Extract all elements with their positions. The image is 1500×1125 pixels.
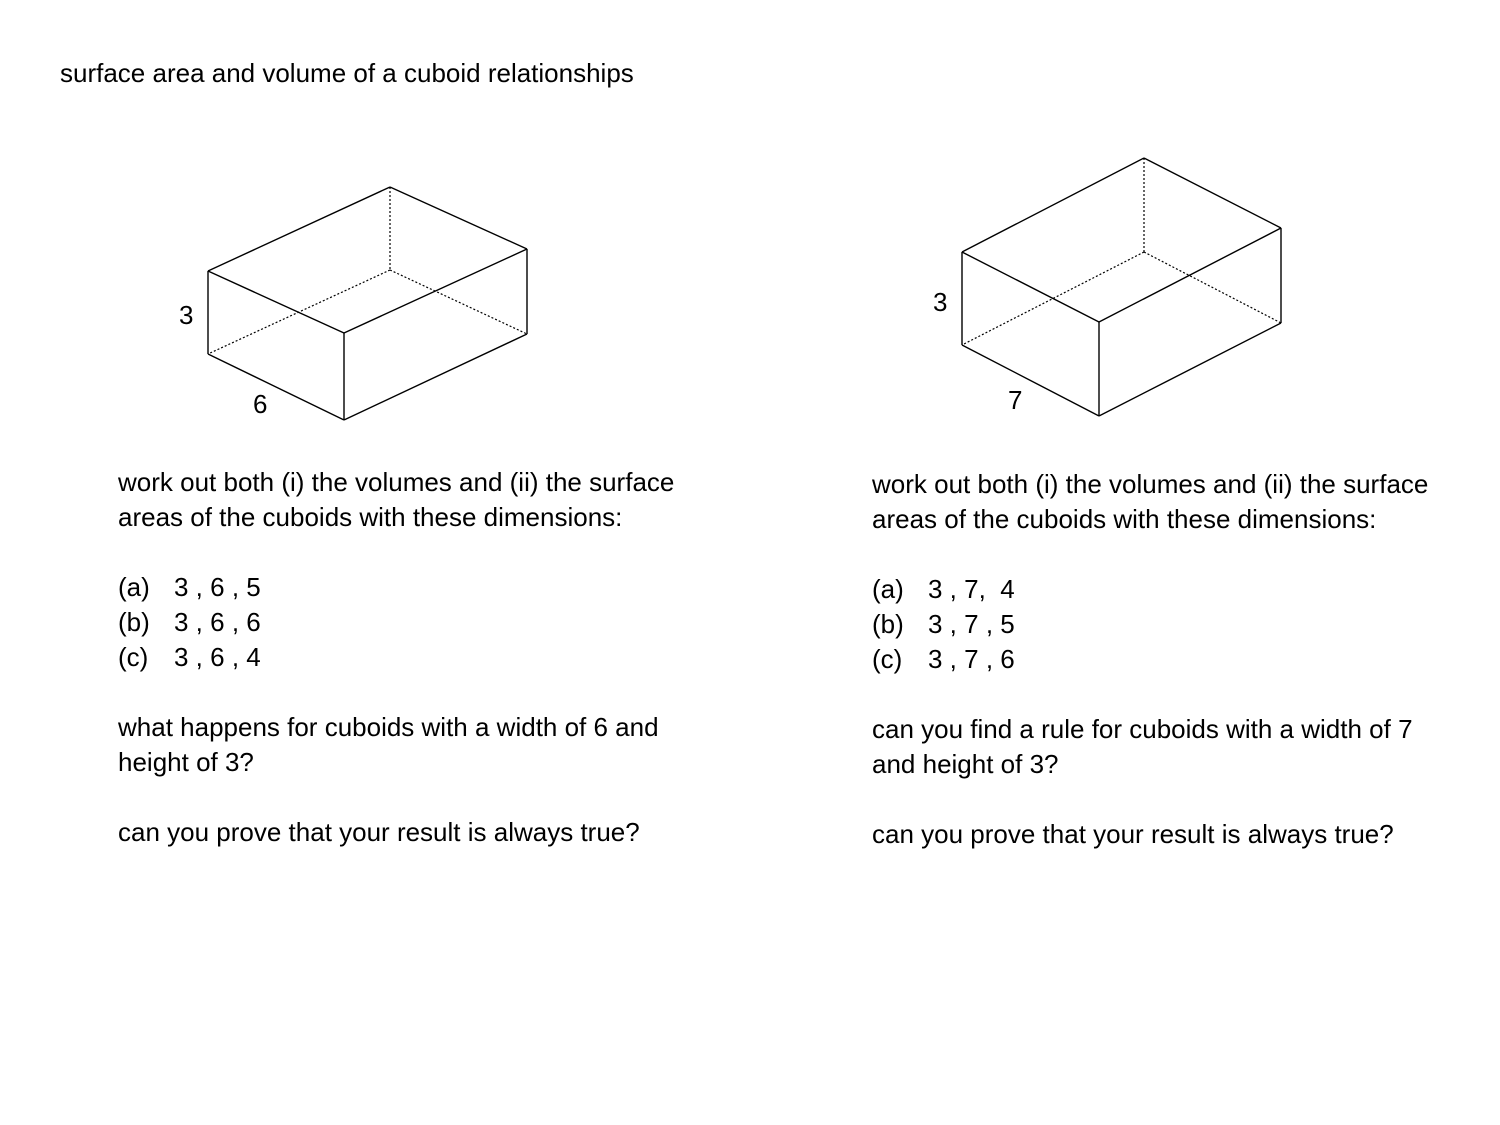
item-dimensions: 3 , 7 , 5 (928, 609, 1015, 639)
dimension-item (118, 570, 678, 605)
item-dimensions: 3 , 6 , 4 (174, 642, 261, 672)
question-text: can you find a rule for cuboids with a width of 7 and height of 3? (872, 714, 1413, 779)
proof-question-text: can you prove that your result is always true? (118, 817, 640, 847)
item-label: (c) (118, 642, 149, 672)
cuboid-edge (1099, 228, 1281, 322)
item-label: (b) (872, 609, 904, 639)
proof-question-text: can you prove that your result is always true? (872, 819, 1394, 849)
width-label: 6 (253, 389, 268, 419)
question-panel-right (872, 467, 1432, 852)
question-text: what happens for cuboids with a width of 6 and height of 3? (118, 712, 659, 777)
instructions-text: work out both (i) the volumes and (ii) the surface areas of the cuboids with these dimensions: (118, 467, 675, 532)
cuboid-edge (962, 345, 1099, 416)
dimension-item (872, 572, 1432, 607)
instructions-text: work out both (i) the volumes and (ii) the surface areas of the cuboids with these dimensions: (872, 469, 1429, 534)
item-label: (a) (118, 572, 150, 602)
dimension-item (872, 642, 1432, 677)
page-title: surface area and volume of a cuboid relationships (60, 58, 634, 88)
item-label: (b) (118, 607, 150, 637)
height-label: 3 (933, 287, 948, 317)
item-dimensions: 3 , 7, 4 (928, 574, 1015, 604)
item-dimensions: 3 , 7 , 6 (928, 644, 1015, 674)
item-dimensions: 3 , 6 , 5 (174, 572, 261, 602)
cuboid-edge (962, 158, 1144, 252)
question-panel-left (118, 465, 678, 850)
cuboid-edge (962, 252, 1099, 322)
cuboid-edge (1099, 323, 1281, 416)
cuboid-edge (1144, 158, 1281, 228)
item-dimensions: 3 , 6 , 6 (174, 607, 261, 637)
dimension-item (118, 605, 678, 640)
dimension-item (872, 607, 1432, 642)
item-label: (c) (872, 644, 903, 674)
dimension-item (118, 640, 678, 675)
height-label: 3 (179, 300, 194, 330)
item-label: (a) (872, 574, 904, 604)
width-label: 7 (1008, 385, 1023, 415)
